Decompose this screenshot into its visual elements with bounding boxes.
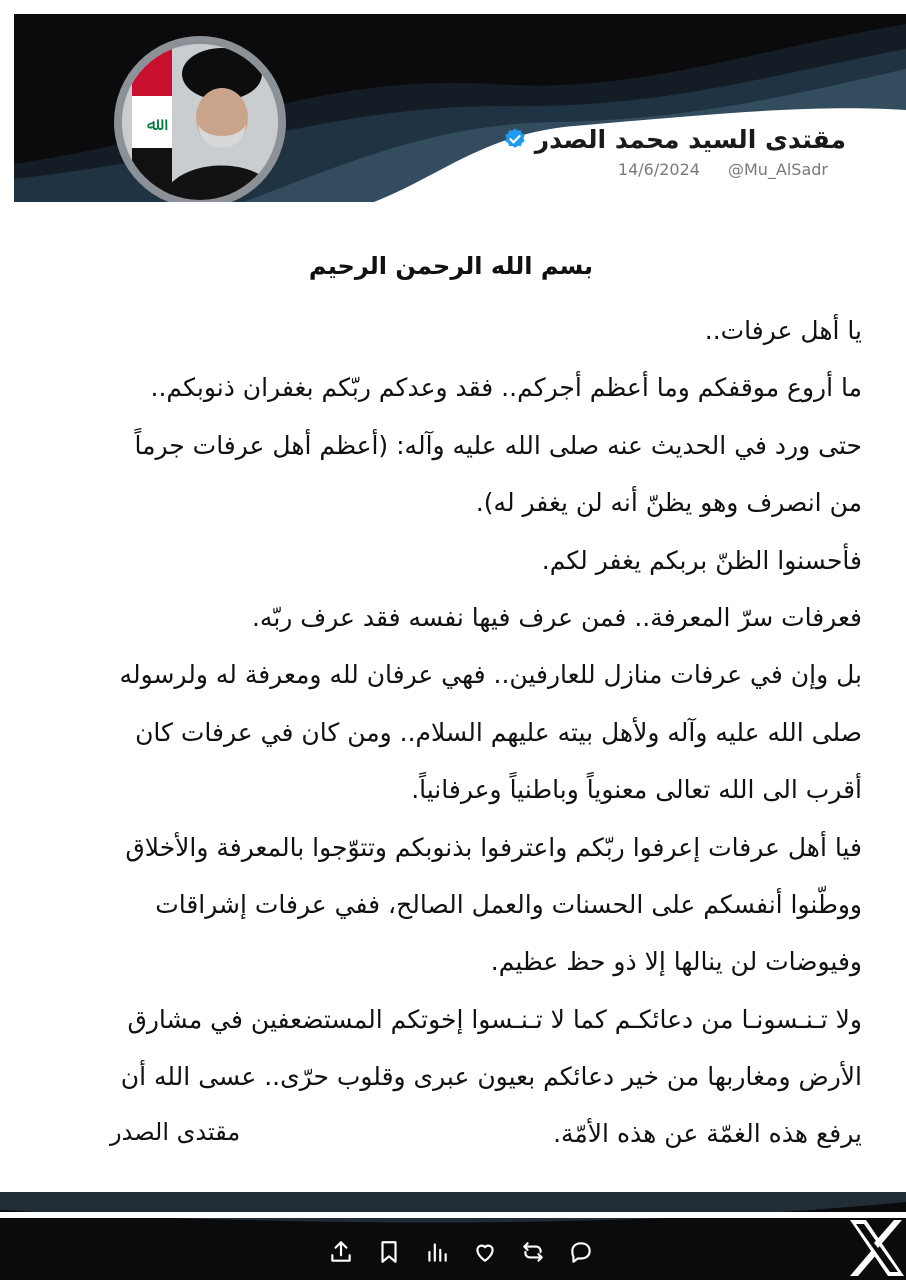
views-icon[interactable] <box>422 1237 452 1267</box>
signature: مقتدى الصدر <box>110 1118 241 1146</box>
x-logo-icon <box>846 1216 906 1280</box>
display-name[interactable]: مقتدى السيد محمد الصدر <box>534 124 846 154</box>
text-line: أقرب الى الله تعالى معنوياً وباطنياً وعرفانياً. <box>411 775 862 805</box>
profile-photo-icon <box>122 44 278 200</box>
text-line: فعرفات سرّ المعرفة.. فمن عرف فيها نفسه فقد عرف ربّه. <box>251 602 862 632</box>
text-line: الأرض ومغاربها من خير دعائكم بعيون عبرى وقلوب حرّى.. عسى الله أن <box>120 1062 862 1092</box>
text-line: ما أروع موقفكم وما أعظم أجركم.. فقد وعدكم ربّكم بغفران ذنوبكم.. <box>150 373 862 403</box>
bookmark-icon[interactable] <box>374 1237 404 1267</box>
post-date: 14/6/2024 <box>617 160 700 179</box>
text-line: وفيوضات لن ينالها إلا ذو حظ عظيم. <box>490 947 862 977</box>
text-line: ولا تـنـسونـا من دعائكـم كما لا تـنـسوا إخوتكم المستضعفين في مشارق <box>127 1004 862 1034</box>
basmala-heading: بسم الله الرحمن الرحيم <box>308 252 594 280</box>
verified-badge-icon <box>503 127 527 151</box>
post-text <box>40 302 862 1163</box>
text-line: حتى ورد في الحديث عنه صلى الله عليه وآله: (أعظم أهل عرفات جرماً <box>134 430 862 460</box>
text-line: من انصرف وهو يظنّ أنه لن يغفر له). <box>475 488 862 518</box>
repost-icon[interactable] <box>518 1237 548 1267</box>
post-actions <box>326 1232 596 1272</box>
display-name-row <box>503 123 846 155</box>
text-line: يرفع هذه الغمّة عن هذه الأمّة. <box>553 1119 862 1149</box>
share-icon[interactable] <box>326 1237 356 1267</box>
text-line: فيا أهل عرفات إعرفوا ربّكم واعترفوا بذنوبكم وتتوّجوا بالمعرفة والأخلاق <box>125 832 862 862</box>
like-icon[interactable] <box>470 1237 500 1267</box>
text-line: صلى الله عليه وآله ولأهل بيته عليهم السلام.. ومن كان في عرفات كان <box>135 717 862 747</box>
user-handle[interactable]: @Mu_AlSadr <box>727 160 828 179</box>
text-line: ووطّنوا أنفسكم على الحسنات والعمل الصالح، ففي عرفات إشراقات <box>155 889 862 919</box>
text-line: فأحسنوا الظنّ بربكم يغفر لكم. <box>541 545 862 575</box>
footer-divider <box>0 1212 906 1218</box>
post-meta <box>618 160 828 179</box>
text-line: بل وإن في عرفات منازل للعارفين.. فهي عرفان لله ومعرفة له ولرسوله <box>119 660 862 690</box>
reply-icon[interactable] <box>566 1237 596 1267</box>
text-line: يا أهل عرفات.. <box>704 316 862 345</box>
avatar[interactable] <box>114 36 286 202</box>
svg-text:ﷲ: ﷲ <box>146 114 158 135</box>
